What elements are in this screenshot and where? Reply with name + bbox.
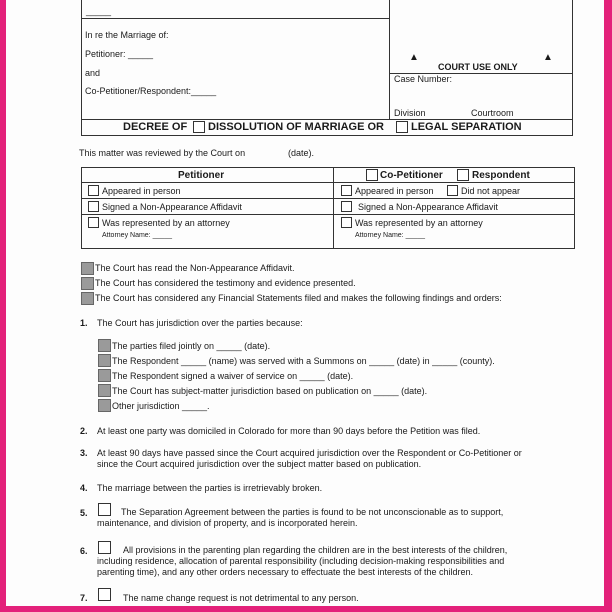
division-label: Division	[394, 108, 426, 118]
row-rule	[81, 214, 575, 215]
item-1-text: The Court has jurisdiction over the parties because:	[97, 318, 303, 328]
respondent-served-checkbox[interactable]	[98, 354, 111, 367]
table-mid-divider	[333, 167, 334, 249]
publication-jurisdiction-label: The Court has subject-matter jurisdiction based on publication on _____ (date).	[112, 386, 428, 396]
petitioner-represented-label: Was represented by an attorney	[102, 218, 230, 228]
reviewed-date[interactable]: (date).	[288, 148, 315, 158]
caption-top-rule	[81, 18, 389, 19]
in-re-label: In re the Marriage of:	[85, 30, 169, 40]
other-jurisdiction-label: Other jurisdiction _____.	[112, 401, 210, 411]
title-decree-of: DECREE OF	[123, 121, 188, 133]
item-6-line-2: including residence, allocation of parental responsibility (including decision-making responsibilities and	[97, 556, 505, 566]
filed-jointly-label: The parties filed jointly on _____ (date).	[112, 341, 271, 351]
respondent-signed-checkbox[interactable]	[341, 201, 352, 212]
petitioner-attorney-field[interactable]: Attorney Name: _____	[102, 232, 173, 239]
item-7-number: 7.	[80, 593, 88, 603]
caption-divider	[389, 0, 390, 120]
petitioner-column-header: Petitioner	[178, 170, 225, 181]
respondent-did-not-appear-label: Did not appear	[461, 186, 521, 196]
item-6-number: 6.	[80, 546, 88, 556]
item-1-number: 1.	[80, 318, 88, 328]
separation-agreement-checkbox[interactable]	[98, 503, 111, 516]
caption-blank: _____	[86, 6, 112, 16]
item-5-line-1: The Separation Agreement between the parties is found to be not unconscionable as to support,	[121, 507, 504, 517]
petitioner-name-field[interactable]: Petitioner: _____	[85, 49, 154, 59]
court-considered-financials-label: The Court has considered any Financial Statements filed and makes the following findings and orders:	[95, 293, 502, 303]
court-read-affidavit-checkbox[interactable]	[81, 262, 94, 275]
respondent-appeared-label: Appeared in person	[355, 186, 434, 196]
courtroom-label: Courtroom	[471, 108, 514, 118]
petitioner-signed-label: Signed a Non-Appearance Affidavit	[102, 202, 242, 212]
item-5-line-2: maintenance, and division of property, and is incorporated herein.	[97, 518, 358, 528]
item-2-text: At least one party was domiciled in Colorado for more than 90 days before the Petition was filed.	[97, 426, 481, 436]
co-petitioner-column-header: Co-Petitioner	[380, 170, 443, 181]
item-3-number: 3.	[80, 448, 88, 458]
co-petitioner-name-field[interactable]: Co-Petitioner/Respondent:_____	[85, 86, 217, 96]
item-2-number: 2.	[80, 426, 88, 436]
row-rule	[81, 198, 575, 199]
other-jurisdiction-checkbox[interactable]	[98, 399, 111, 412]
and-label: and	[85, 68, 101, 78]
petitioner-represented-checkbox[interactable]	[88, 217, 99, 228]
co-petitioner-checkbox[interactable]	[366, 169, 378, 181]
respondent-attorney-field[interactable]: Attorney Name: _____	[355, 232, 426, 239]
respondent-checkbox[interactable]	[457, 169, 469, 181]
item-4-text: The marriage between the parties is irretrievably broken.	[97, 483, 323, 493]
item-3-line-2: since the Court acquired jurisdiction over the subject matter based on publication.	[97, 459, 422, 469]
petitioner-signed-checkbox[interactable]	[88, 201, 99, 212]
reviewed-text: This matter was reviewed by the Court on	[79, 148, 246, 158]
up-arrow-icon: ▲	[543, 52, 553, 63]
item-6-line-3: parenting time), and any other orders necessary to effectuate the best interests of the children.	[97, 567, 474, 577]
respondent-signed-label: Signed a Non-Appearance Affidavit	[358, 202, 498, 212]
item-6-line-1: All provisions in the parenting plan regarding the children are in the best interests of the children,	[123, 545, 508, 555]
item-7-text: The name change request is not detrimental to any person.	[123, 593, 359, 603]
title-dissolution: DISSOLUTION OF MARRIAGE OR	[208, 121, 384, 133]
waiver-of-service-label: The Respondent signed a waiver of service on _____ (date).	[112, 371, 354, 381]
item-5-number: 5.	[80, 508, 88, 518]
petitioner-appeared-checkbox[interactable]	[88, 185, 99, 196]
caption-right-border	[572, 0, 573, 136]
item-4-number: 4.	[80, 483, 88, 493]
up-arrow-icon: ▲	[409, 52, 419, 63]
parenting-plan-checkbox[interactable]	[98, 541, 111, 554]
title-legal-separation: LEGAL SEPARATION	[411, 121, 522, 133]
dissolution-checkbox[interactable]	[193, 121, 205, 133]
respondent-column-header: Respondent	[472, 170, 530, 181]
publication-jurisdiction-checkbox[interactable]	[98, 384, 111, 397]
respondent-represented-label: Was represented by an attorney	[355, 218, 483, 228]
waiver-of-service-checkbox[interactable]	[98, 369, 111, 382]
table-header-rule	[81, 182, 575, 183]
respondent-did-not-appear-checkbox[interactable]	[447, 185, 458, 196]
item-3-line-1: At least 90 days have passed since the Court acquired jurisdiction over the Respondent or Co-Petitioner or	[97, 448, 522, 458]
court-considered-testimony-label: The Court has considered the testimony and evidence presented.	[95, 278, 356, 288]
respondent-represented-checkbox[interactable]	[341, 217, 352, 228]
court-considered-testimony-checkbox[interactable]	[81, 277, 94, 290]
legal-separation-checkbox[interactable]	[396, 121, 408, 133]
petitioner-appeared-label: Appeared in person	[102, 186, 181, 196]
respondent-served-label: The Respondent _____ (name) was served with a Summons on _____ (date) in _____ (county).	[112, 356, 495, 366]
filed-jointly-checkbox[interactable]	[98, 339, 111, 352]
case-number-label: Case Number:	[394, 74, 453, 84]
court-considered-financials-checkbox[interactable]	[81, 292, 94, 305]
respondent-appeared-checkbox[interactable]	[341, 185, 352, 196]
court-read-affidavit-label: The Court has read the Non-Appearance Affidavit.	[95, 263, 295, 273]
decree-form-page	[6, 0, 604, 606]
name-change-checkbox[interactable]	[98, 588, 111, 601]
court-use-only-label: COURT USE ONLY	[438, 62, 518, 72]
